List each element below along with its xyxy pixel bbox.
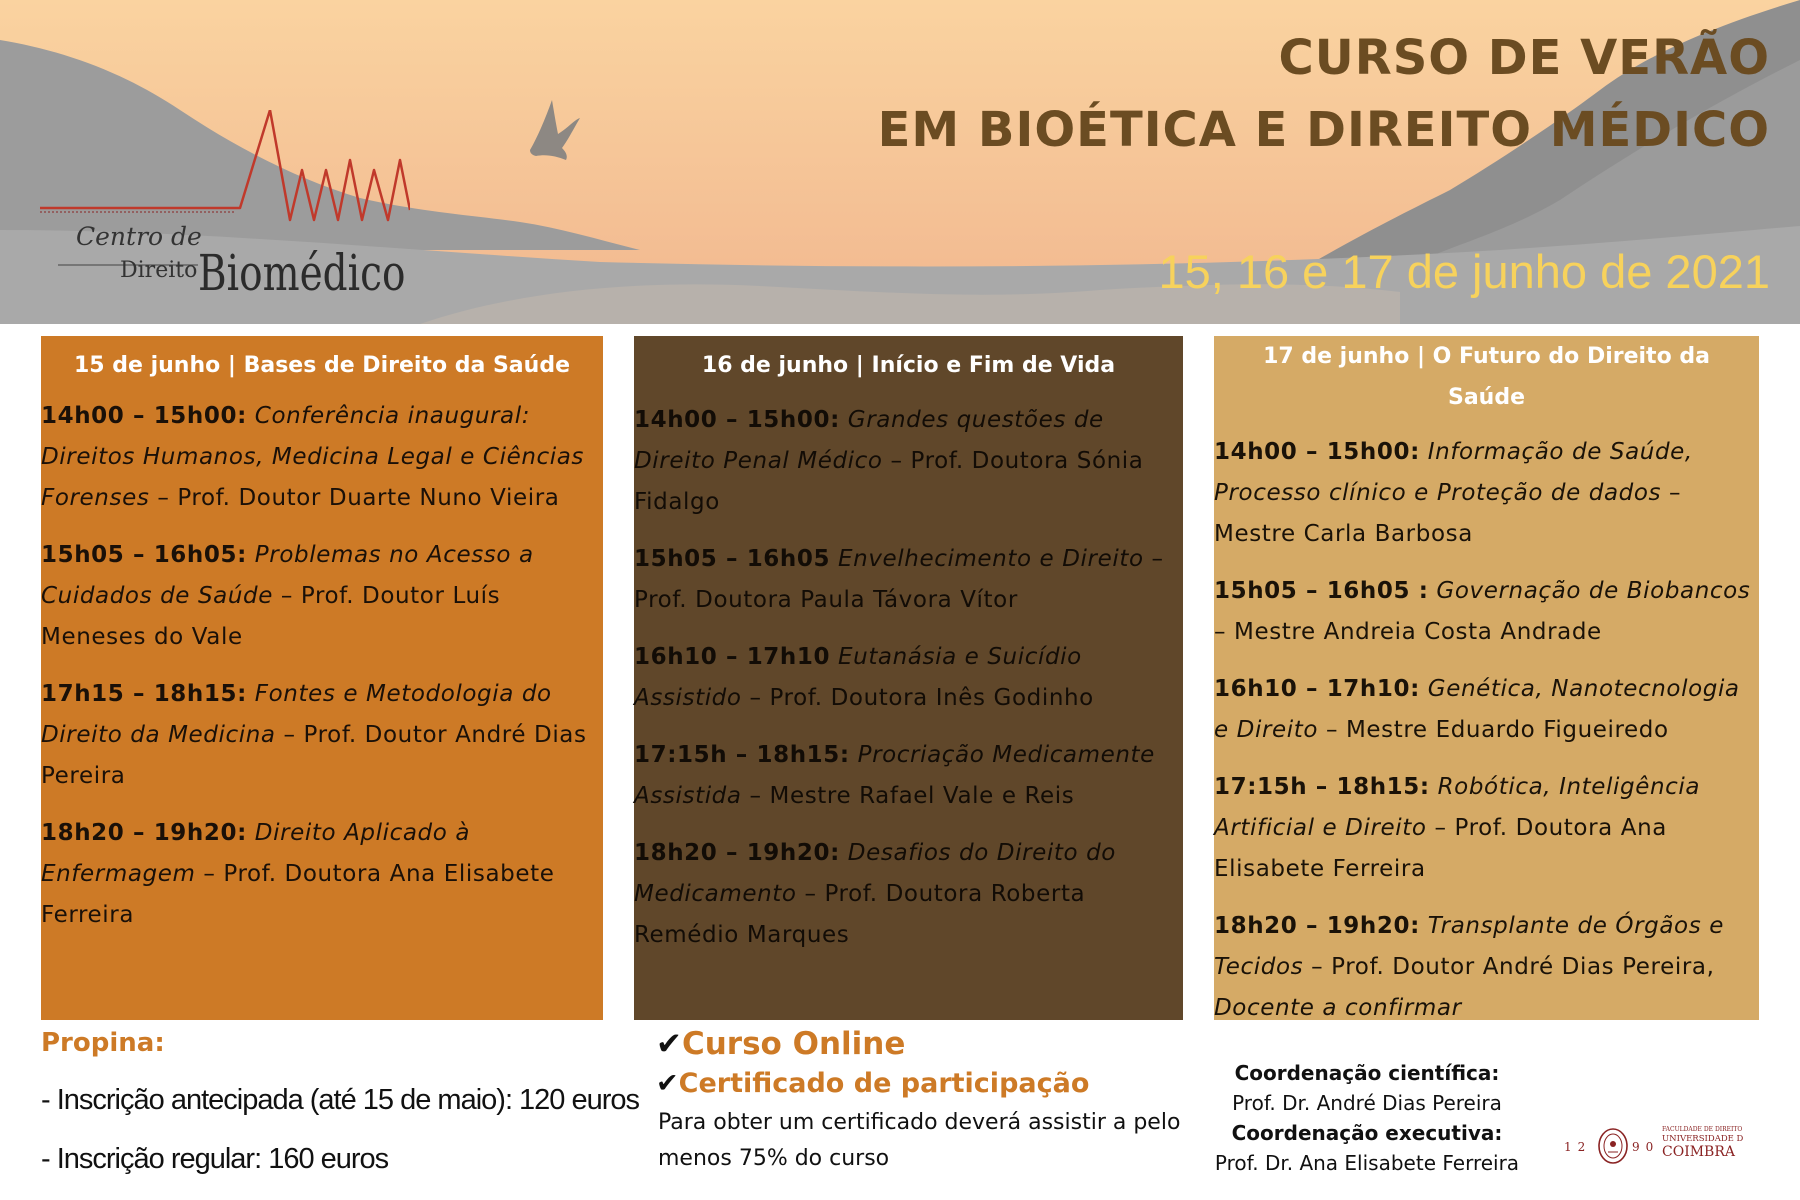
title-line2: EM BIOÉTICA E DIREITO MÉDICO: [877, 102, 1770, 158]
session-speaker: – Mestre Andreia Costa Andrade: [1214, 619, 1602, 645]
university-year-left: 12: [1564, 1140, 1592, 1154]
feature-online: [656, 1026, 1196, 1062]
session-speaker: – Prof. Doutor André Dias Pereira: [41, 722, 587, 789]
session-time: 15h05 – 16h05:: [41, 542, 247, 568]
session-time: 17h15 – 18h15:: [41, 681, 247, 707]
session-speaker: – Prof. Doutora Inês Godinho: [741, 685, 1094, 711]
logo-line1: Centro de: [76, 222, 202, 251]
university-city: COIMBRA: [1662, 1144, 1735, 1160]
session-topic: Desafios do Direito do Medicamento: [634, 840, 1116, 907]
session-speaker: – Prof. Doutor Luís Meneses do Vale: [41, 583, 501, 650]
session-topic: Robótica, Inteligência Artificial e Direito: [1214, 774, 1701, 841]
session-list: [1214, 432, 1759, 1029]
session-topic: Envelhecimento e Direito: [830, 546, 1144, 572]
checkmark-icon: ✔: [656, 1026, 682, 1062]
session-time: 16h10 – 17h10: [634, 644, 831, 670]
university-logo: [1560, 1118, 1750, 1168]
university-year-right: 90: [1632, 1140, 1660, 1154]
fees-heading: Propina:: [41, 1028, 165, 1058]
session-speaker: – Prof. Doutora Paula Távora Vítor: [634, 546, 1164, 613]
session-item: [1214, 432, 1759, 555]
faculty-name: FACULDADE DE DIREITO: [1662, 1126, 1743, 1133]
session-topic: Eutanásia e Suicídio Assistido: [634, 644, 1082, 711]
header-banner: [0, 0, 1800, 324]
session-topic: Conferência inaugural: Direitos Humanos, Medicina Legal e Ciências Forenses: [41, 403, 585, 511]
session-time: 15h05 – 16h05: [634, 546, 831, 572]
session-list: [634, 400, 1183, 956]
session-speaker: – Prof. Doutor Duarte Nuno Vieira: [149, 485, 560, 511]
session-speaker: – Mestre Carla Barbosa: [1214, 480, 1682, 547]
session-topic: Transplante de Órgãos e Tecidos: [1214, 913, 1724, 980]
checkmark-icon: ✔: [656, 1068, 679, 1099]
session-time: 17:15h – 18h15:: [634, 742, 850, 768]
page-title: [878, 22, 1770, 166]
university-name: UNIVERSIDADE D: [1662, 1134, 1744, 1144]
session-time: 18h20 – 19h20:: [41, 820, 247, 846]
logo-line2: Direito: [120, 258, 198, 283]
fee-early: - Inscrição antecipada (até 15 de maio): 120 euros: [41, 1084, 640, 1116]
session-speaker: – Prof. Doutora Ana Elisabete Ferreira: [1214, 815, 1667, 882]
session-speaker: – Mestre Rafael Vale e Reis: [741, 783, 1075, 809]
session-time: 16h10 – 17h10:: [1214, 676, 1420, 702]
cdb-logo: [40, 110, 410, 310]
session-speaker: – Prof. Doutora Roberta Remédio Marques: [634, 881, 1086, 948]
fees-section: [41, 1028, 661, 1176]
session-item: [1214, 571, 1759, 653]
title-line1: CURSO DE VERÃO: [1278, 30, 1770, 86]
session-topic: Genética, Nanotecnologia e Direito: [1214, 676, 1740, 743]
session-topic: Procriação Medicamente Assistida: [634, 742, 1155, 809]
executive-coordinator: Prof. Dr. Ana Elisabete Ferreira: [1214, 1151, 1520, 1175]
feature-certificate-label: Certificado de participação: [678, 1068, 1090, 1099]
scientific-coordination-label: Coordenação científica:: [1234, 1061, 1500, 1085]
session-time: 14h00 – 15h00:: [41, 403, 247, 429]
session-item: [634, 833, 1183, 956]
day-heading: 16 de junho | Início e Fim de Vida: [701, 353, 1116, 378]
session-item: [41, 535, 603, 658]
feature-online-label: Curso Online: [681, 1026, 906, 1062]
day-heading: 15 de junho | Bases de Direito da Saúde: [74, 353, 570, 378]
session-time: 18h20 – 19h20:: [1214, 913, 1420, 939]
session-item: [41, 813, 603, 936]
session-topic: Grandes questões de Direito Penal Médico: [634, 407, 1104, 474]
day-column-1: [41, 336, 603, 1020]
session-topic: Informação de Saúde, Processo clínico e Proteção de dados: [1214, 439, 1693, 506]
session-topic: Fontes e Metodologia do Direito da Medicina: [41, 681, 552, 748]
session-time: 17:15h – 18h15:: [1214, 774, 1430, 800]
session-item: [634, 400, 1183, 523]
session-time: 15h05 – 16h05 :: [1214, 578, 1429, 604]
feature-certificate: [656, 1068, 1196, 1099]
session-topic: Problemas no Acesso a Cuidados de Saúde: [41, 542, 534, 609]
session-speaker: – Mestre Eduardo Figueiredo: [1318, 717, 1669, 743]
fee-regular: - Inscrição regular: 160 euros: [41, 1143, 389, 1175]
session-topic: Direito Aplicado à Enfermagem: [41, 820, 471, 887]
certificate-note: Para obter um certificado deverá assistir a pelo menos 75% do curso: [658, 1110, 1181, 1171]
session-speaker: – Prof. Doutora Ana Elisabete Ferreira: [41, 861, 555, 928]
executive-coordination-label: Coordenação executiva:: [1231, 1121, 1503, 1145]
logo-line3: Biomédico: [198, 244, 406, 302]
session-speaker: – Prof. Doutora Sónia Fidalgo: [634, 448, 1144, 515]
session-speaker: – Prof. Doutor André Dias Pereira,: [1303, 954, 1715, 980]
features-section: [656, 1026, 1196, 1177]
day-column-3: [1214, 336, 1759, 1020]
session-time: 14h00 – 15h00:: [1214, 439, 1420, 465]
session-extra: Docente a confirmar: [1214, 995, 1462, 1021]
university-seal-icon: [1596, 1126, 1630, 1166]
session-time: 18h20 – 19h20:: [634, 840, 840, 866]
session-item: [634, 637, 1183, 719]
scientific-coordinator: Prof. Dr. André Dias Pereira: [1232, 1091, 1502, 1115]
session-item: [1214, 767, 1759, 890]
session-item: [1214, 669, 1759, 751]
session-item: [634, 539, 1183, 621]
session-time: 14h00 – 15h00:: [634, 407, 840, 433]
day-heading: 17 de junho | O Futuro do Direito da Saúde: [1263, 344, 1710, 410]
session-item: [1214, 906, 1759, 1029]
event-dates: 15, 16 e 17 de junho de 2021: [1158, 245, 1770, 298]
session-topic: Governação de Biobancos: [1428, 578, 1751, 604]
day-column-2: [634, 336, 1183, 1020]
session-list: [41, 396, 603, 936]
session-item: [634, 735, 1183, 817]
session-item: [41, 396, 603, 519]
session-item: [41, 674, 603, 797]
